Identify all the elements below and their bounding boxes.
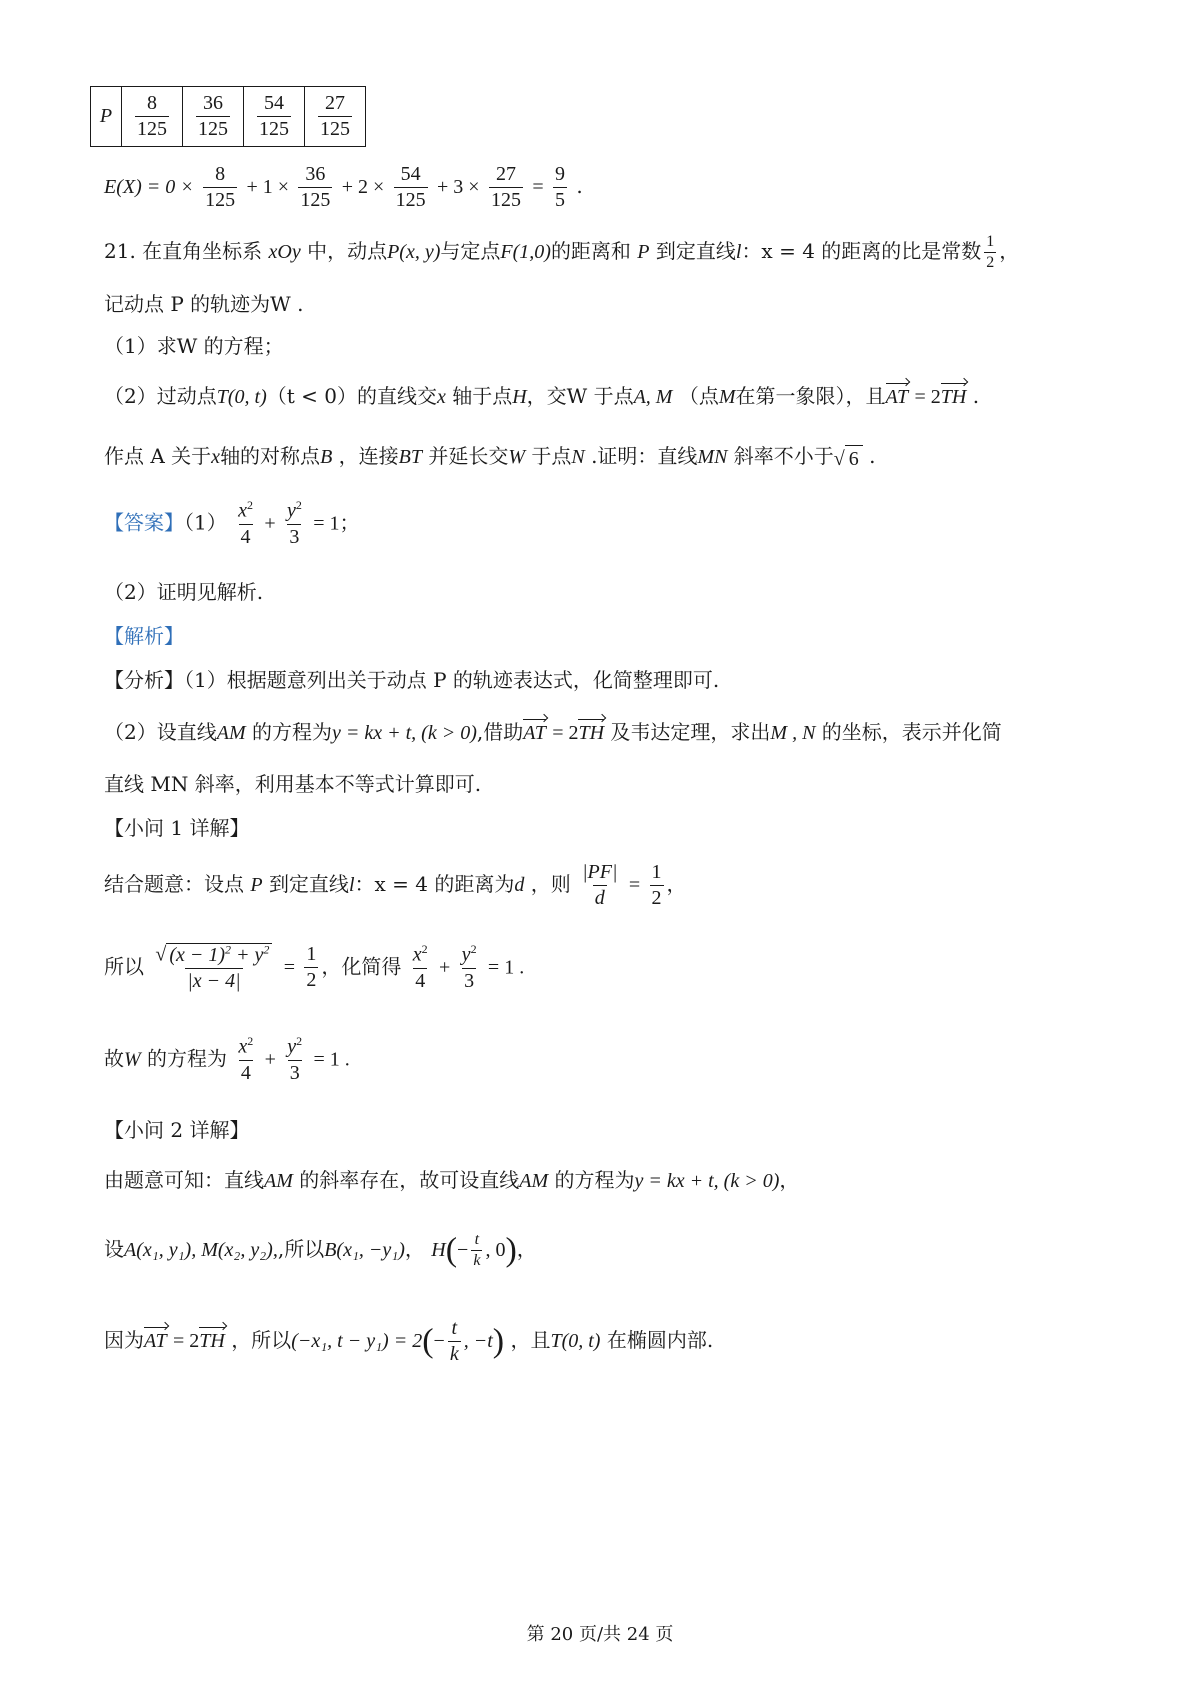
fenxi-line-2: （2）设直线AM 的方程为y = kx + t, (k > 0),借助AT = 2TH 及韦达定理，求出M , N 的坐标，表示并化简: [104, 720, 1002, 744]
part2-line-2: 设A(x₁, y₁), M(x₂, y₂),,所以B(x₁, −y₁)， H(− $\frac{t}{k}$ , 0)，: [104, 1231, 537, 1269]
answer-tag: 【答案】: [104, 510, 184, 535]
question-2: （2）过动点T(0, t)（t < 0）的直线交x 轴于点H，交W 于点A, M （点M在第一象限），且AT = 2TH .: [104, 384, 980, 408]
table-cell: $\frac{36}{125}$: [183, 87, 244, 147]
part2-line-3: 因为AT = 2TH ，所以(−x₁, t − y₁) = 2(− $\frac{t}{k}$ , −t) ，且T(0, t) 在椭圆内部.: [104, 1317, 714, 1365]
table-cell: $\frac{27}{125}$: [305, 87, 366, 147]
problem-line-1: 21. 在直角坐标系 xOy 中，动点P(x, y)与定点F(1,0)的距离和 P 到定直线l：x = 4 的距离的比是常数 $\frac{1}{2}$ ，: [104, 233, 1020, 271]
fenxi-line-3: 直线 MN 斜率，利用基本不等式计算即可.: [104, 772, 482, 796]
analysis-tag: 【解析】: [104, 624, 184, 648]
answer-part-2: （2）证明见解析.: [104, 580, 264, 604]
probability-table: [90, 86, 366, 147]
question-1: （1）求W 的方程；: [104, 334, 284, 358]
part1-line-2: 所以 $\frac{√ (x - 1)^2 + y^2}{|x - 4|}$ = $\frac{1}{2}$ ，化简得 $\frac{x^2}{4}$ + $\frac{y^2}{3}$ = 1 .: [104, 942, 525, 992]
fenxi-line-1: 【分析】（1）根据题意列出关于动点 P 的轨迹表达式，化简整理即可.: [104, 668, 720, 692]
expectation-formula: E(X) = 0 × $\frac{8}{125}$ + 1 × $\frac{36}{125}$ + 2 × $\frac{54}{125}$ + 3 × $\frac{27}{125}$ = $\frac{9}{5}$ .: [104, 163, 583, 211]
part1-line-3: 故W 的方程为 $\frac{x^2}{4}$ + $\frac{y^2}{3}$ = 1 .: [104, 1034, 350, 1084]
answer-line: 【答案】（1） $\frac{x^2}{4}$ + $\frac{y^2}{3}$ = 1；: [104, 498, 360, 548]
problem-line-2: 记动点 P 的轨迹为W .: [104, 292, 304, 316]
part1-line-1: 结合题意：设点 P 到定直线l：x = 4 的距离为d ，则 $\frac{|PF|}{d}$ = $\frac{1}{2}$ ，: [104, 861, 687, 909]
part2-line-1: 由题意可知：直线AM 的斜率存在，故可设直线AM 的方程为y = kx + t, (k > 0)，: [104, 1168, 800, 1192]
question-2-cont: 作点 A 关于x轴的对称点B ，连接BT 并延长交W 于点N .证明：直线MN 斜率不小于√ 6 .: [104, 444, 876, 470]
page-number: 第 20 页/共 24 页: [526, 1624, 674, 1645]
table-cell: $\frac{8}{125}$: [122, 87, 183, 147]
part1-tag: 【小问 1 详解】: [104, 816, 250, 840]
table-label: P: [99, 105, 113, 127]
part2-tag: 【小问 2 详解】: [104, 1118, 250, 1142]
table-cell: $\frac{54}{125}$: [244, 87, 305, 147]
